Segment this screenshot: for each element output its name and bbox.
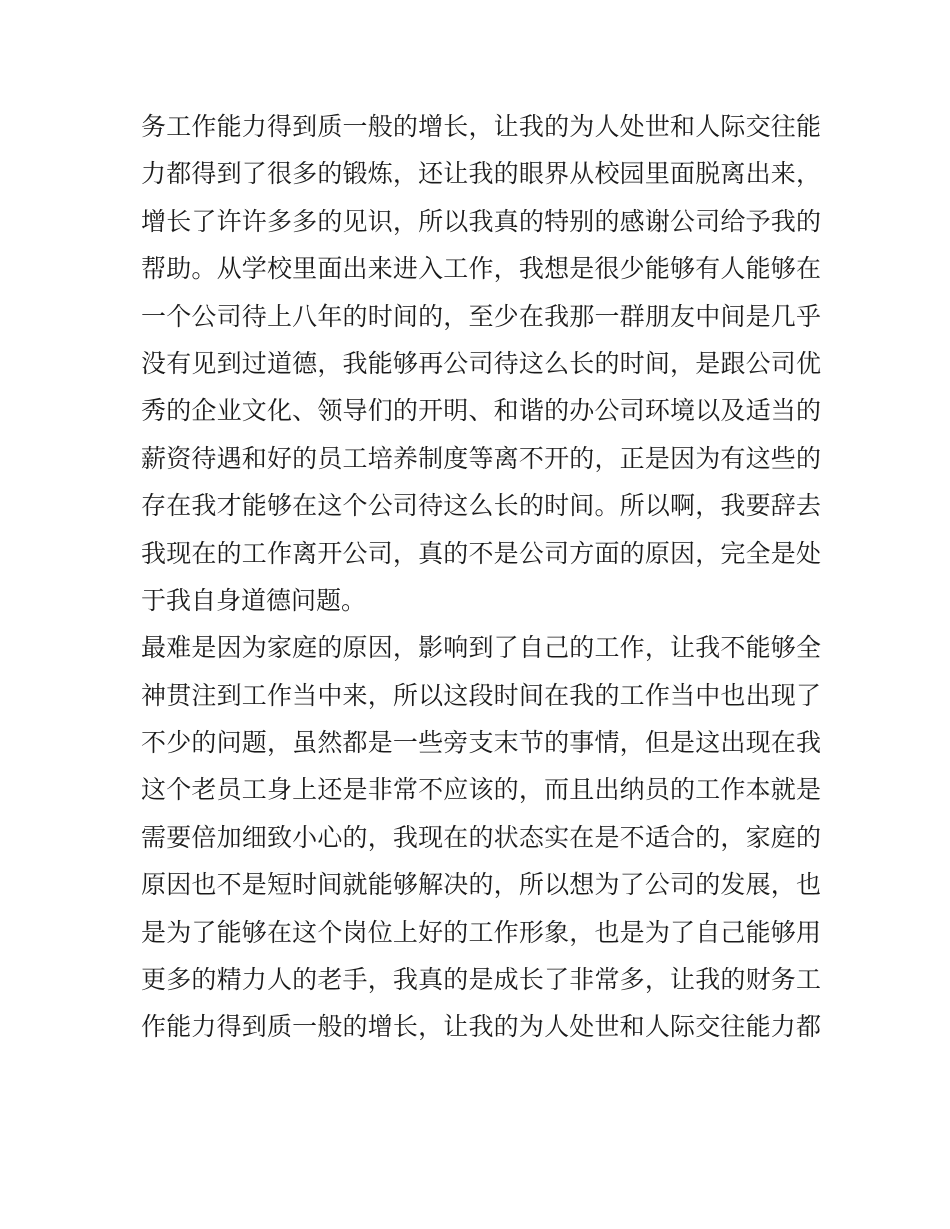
text-line: 一个公司待上八年的时间的，至少在我那一群朋友中间是几乎 <box>141 301 821 331</box>
body-text <box>141 103 821 1051</box>
text-line: 帮助。从学校里面出来进入工作，我想是很少能够有人能够在 <box>141 254 821 284</box>
text-line: 没有见到过道德，我能够再公司待这么长的时间，是跟公司优 <box>141 348 821 378</box>
text-line: 是为了能够在这个岗位上好的工作形象，也是为了自己能够用 <box>141 917 821 947</box>
text-line: 神贯注到工作当中来，所以这段时间在我的工作当中也出现了 <box>141 680 821 710</box>
text-line: 薪资待遇和好的员工培养制度等离不开的，正是因为有这些的 <box>141 443 821 473</box>
text-line: 不少的问题，虽然都是一些旁支末节的事情，但是这出现在我 <box>141 728 821 758</box>
text-line: 我现在的工作离开公司，真的不是公司方面的原因，完全是处 <box>141 538 821 568</box>
text-line: 作能力得到质一般的增长，让我的为人处世和人际交往能力都 <box>141 1012 821 1042</box>
text-line: 这个老员工身上还是非常不应该的，而且出纳员的工作本就是 <box>141 775 821 805</box>
text-line: 最难是因为家庭的原因，影响到了自己的工作，让我不能够全 <box>141 633 821 663</box>
text-line: 秀的企业文化、领导们的开明、和谐的办公司环境以及适当的 <box>141 396 821 426</box>
text-line: 力都得到了很多的锻炼，还让我的眼界从校园里面脱离出来， <box>141 159 821 189</box>
text-line: 增长了许许多多的见识，所以我真的特别的感谢公司给予我的 <box>141 206 821 236</box>
paragraph-end-line: 于我自身道德问题。 <box>141 585 367 615</box>
text-line: 存在我才能够在这个公司待这么长的时间。所以啊，我要辞去 <box>141 491 821 521</box>
text-line: 需要倍加细致小心的，我现在的状态实在是不适合的，家庭的 <box>141 822 821 852</box>
text-line: 务工作能力得到质一般的增长，让我的为人处世和人际交往能 <box>141 112 821 141</box>
text-line: 更多的精力人的老手，我真的是成长了非常多，让我的财务工 <box>141 965 821 995</box>
text-line: 原因也不是短时间就能够解决的，所以想为了公司的发展，也 <box>141 870 821 900</box>
